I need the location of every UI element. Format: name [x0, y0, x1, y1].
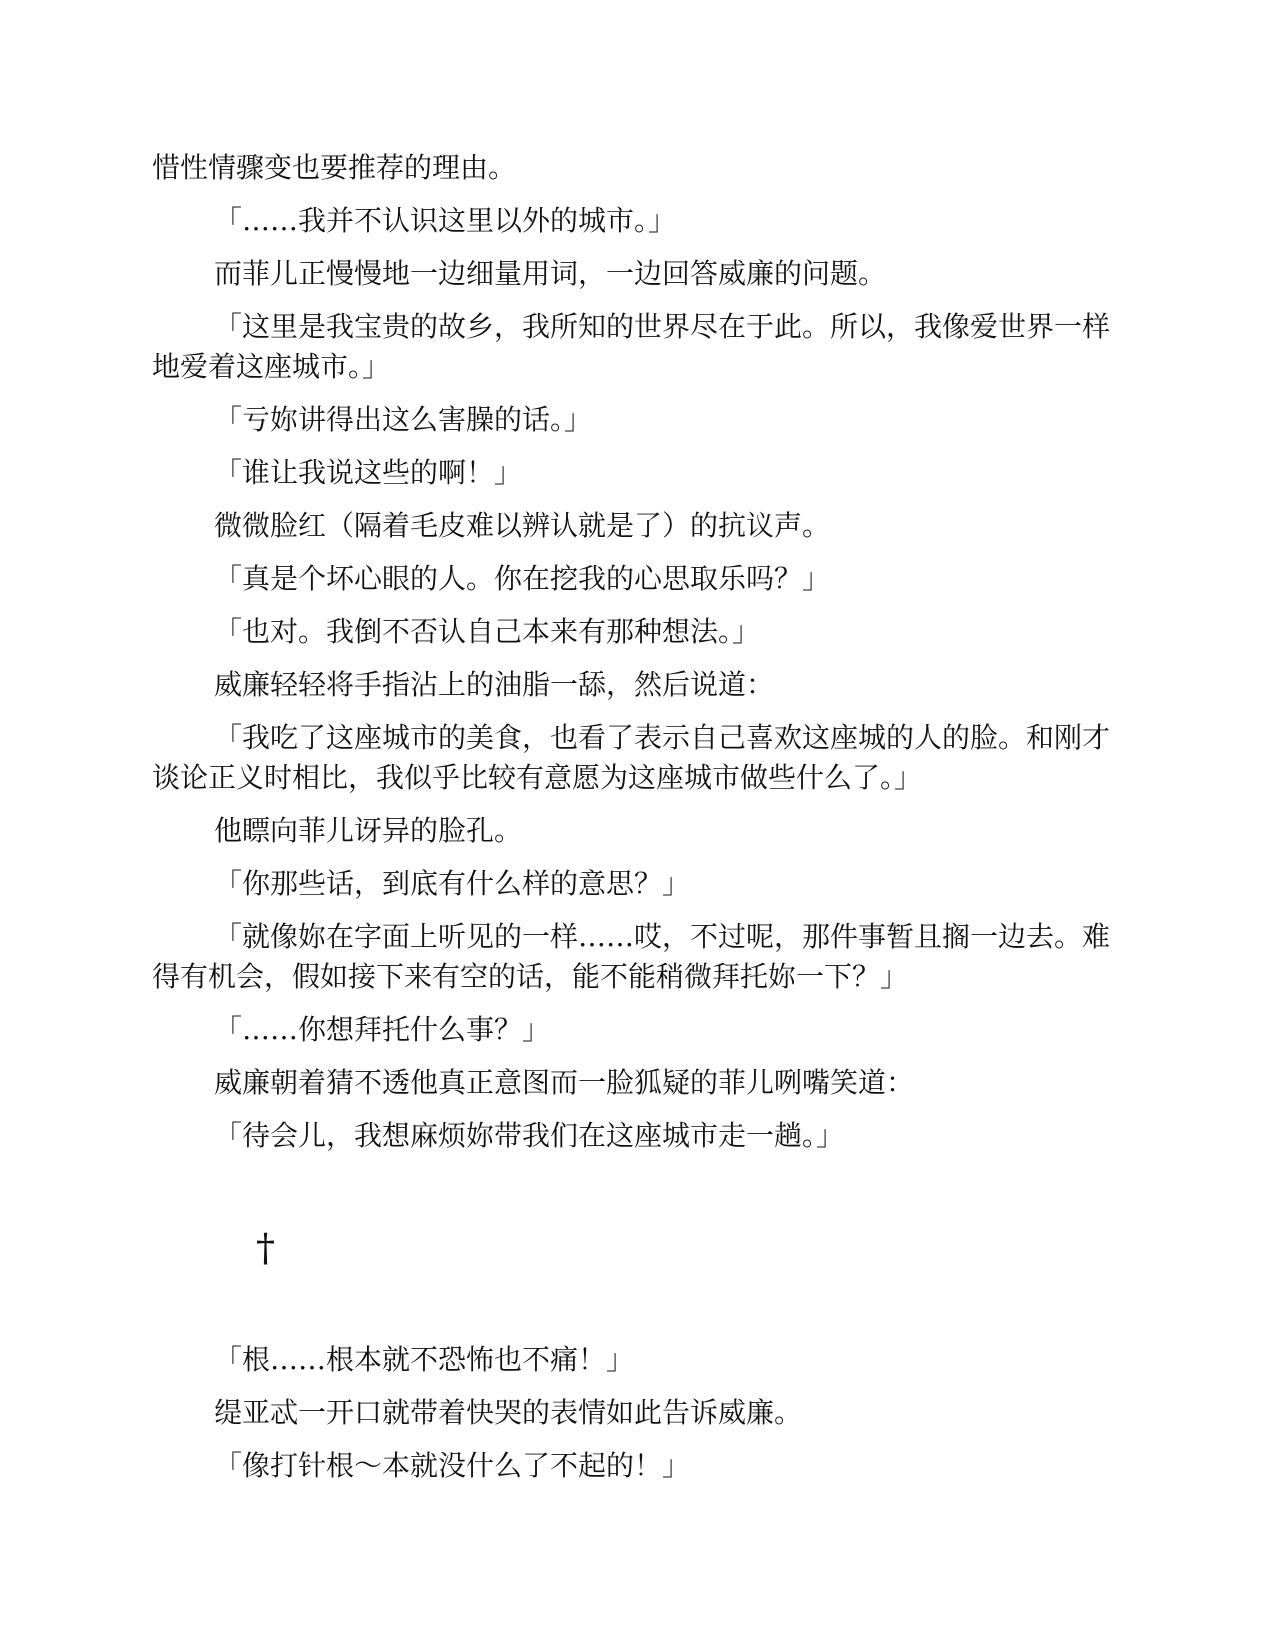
paragraph: 「你那些话，到底有什么样的意思？」 [214, 867, 691, 900]
paragraph: 「待会儿，我想麻烦妳带我们在这座城市走一趟。」 [214, 1119, 845, 1152]
paragraph: 而菲儿正慢慢地一边细量用词，一边回答威廉的问题。 [214, 257, 887, 290]
paragraph: 威廉轻轻将手指沾上的油脂一舔，然后说道： [214, 668, 775, 701]
paragraph: 「……我并不认识这里以外的城市。」 [214, 204, 677, 237]
section-break-dagger-icon: † [256, 1226, 275, 1270]
paragraph: 缇亚忒一开口就带着快哭的表情如此告诉威廉。 [214, 1396, 803, 1429]
paragraph: 「谁让我说这些的啊！」 [214, 456, 523, 489]
paragraph: 微微脸红（隔着毛皮难以辨认就是了）的抗议声。 [214, 509, 831, 542]
paragraph: 「根……根本就不恐怖也不痛！」 [214, 1343, 635, 1376]
paragraph: 「就像妳在字面上听见的一样……哎，不过呢，那件事暂且搁一边去。难得有机会，假如接下来有空的话，能不能稍微拜托妳一下？」 [152, 920, 1111, 993]
paragraph: 「这里是我宝贵的故乡，我所知的世界尽在于此。所以，我像爱世界一样地爱着这座城市。」 [152, 310, 1111, 383]
paragraph: 「也对。我倒不否认自己本来有那种想法。」 [214, 615, 761, 648]
paragraph: 「像打针根～本就没什么了不起的！」 [214, 1449, 691, 1482]
paragraph: 「真是个坏心眼的人。你在挖我的心思取乐吗？」 [214, 562, 831, 595]
paragraph: 惜性情骤变也要推荐的理由。 [152, 151, 517, 184]
paragraph: 威廉朝着猜不透他真正意图而一脸狐疑的菲儿咧嘴笑道： [214, 1066, 915, 1099]
paragraph: 他瞟向菲儿讶异的脸孔。 [214, 814, 523, 847]
paragraph: 「……你想拜托什么事？」 [214, 1013, 551, 1046]
paragraph: 「我吃了这座城市的美食，也看了表示自己喜欢这座城的人的脸。和刚才谈论正义时相比，我似乎比较有意愿为这座城市做些什么了。」 [152, 721, 1111, 794]
paragraph: 「亏妳讲得出这么害臊的话。」 [214, 403, 593, 436]
text-body-section-2 [152, 1340, 1120, 1499]
text-body-section-1 [152, 148, 1120, 1169]
